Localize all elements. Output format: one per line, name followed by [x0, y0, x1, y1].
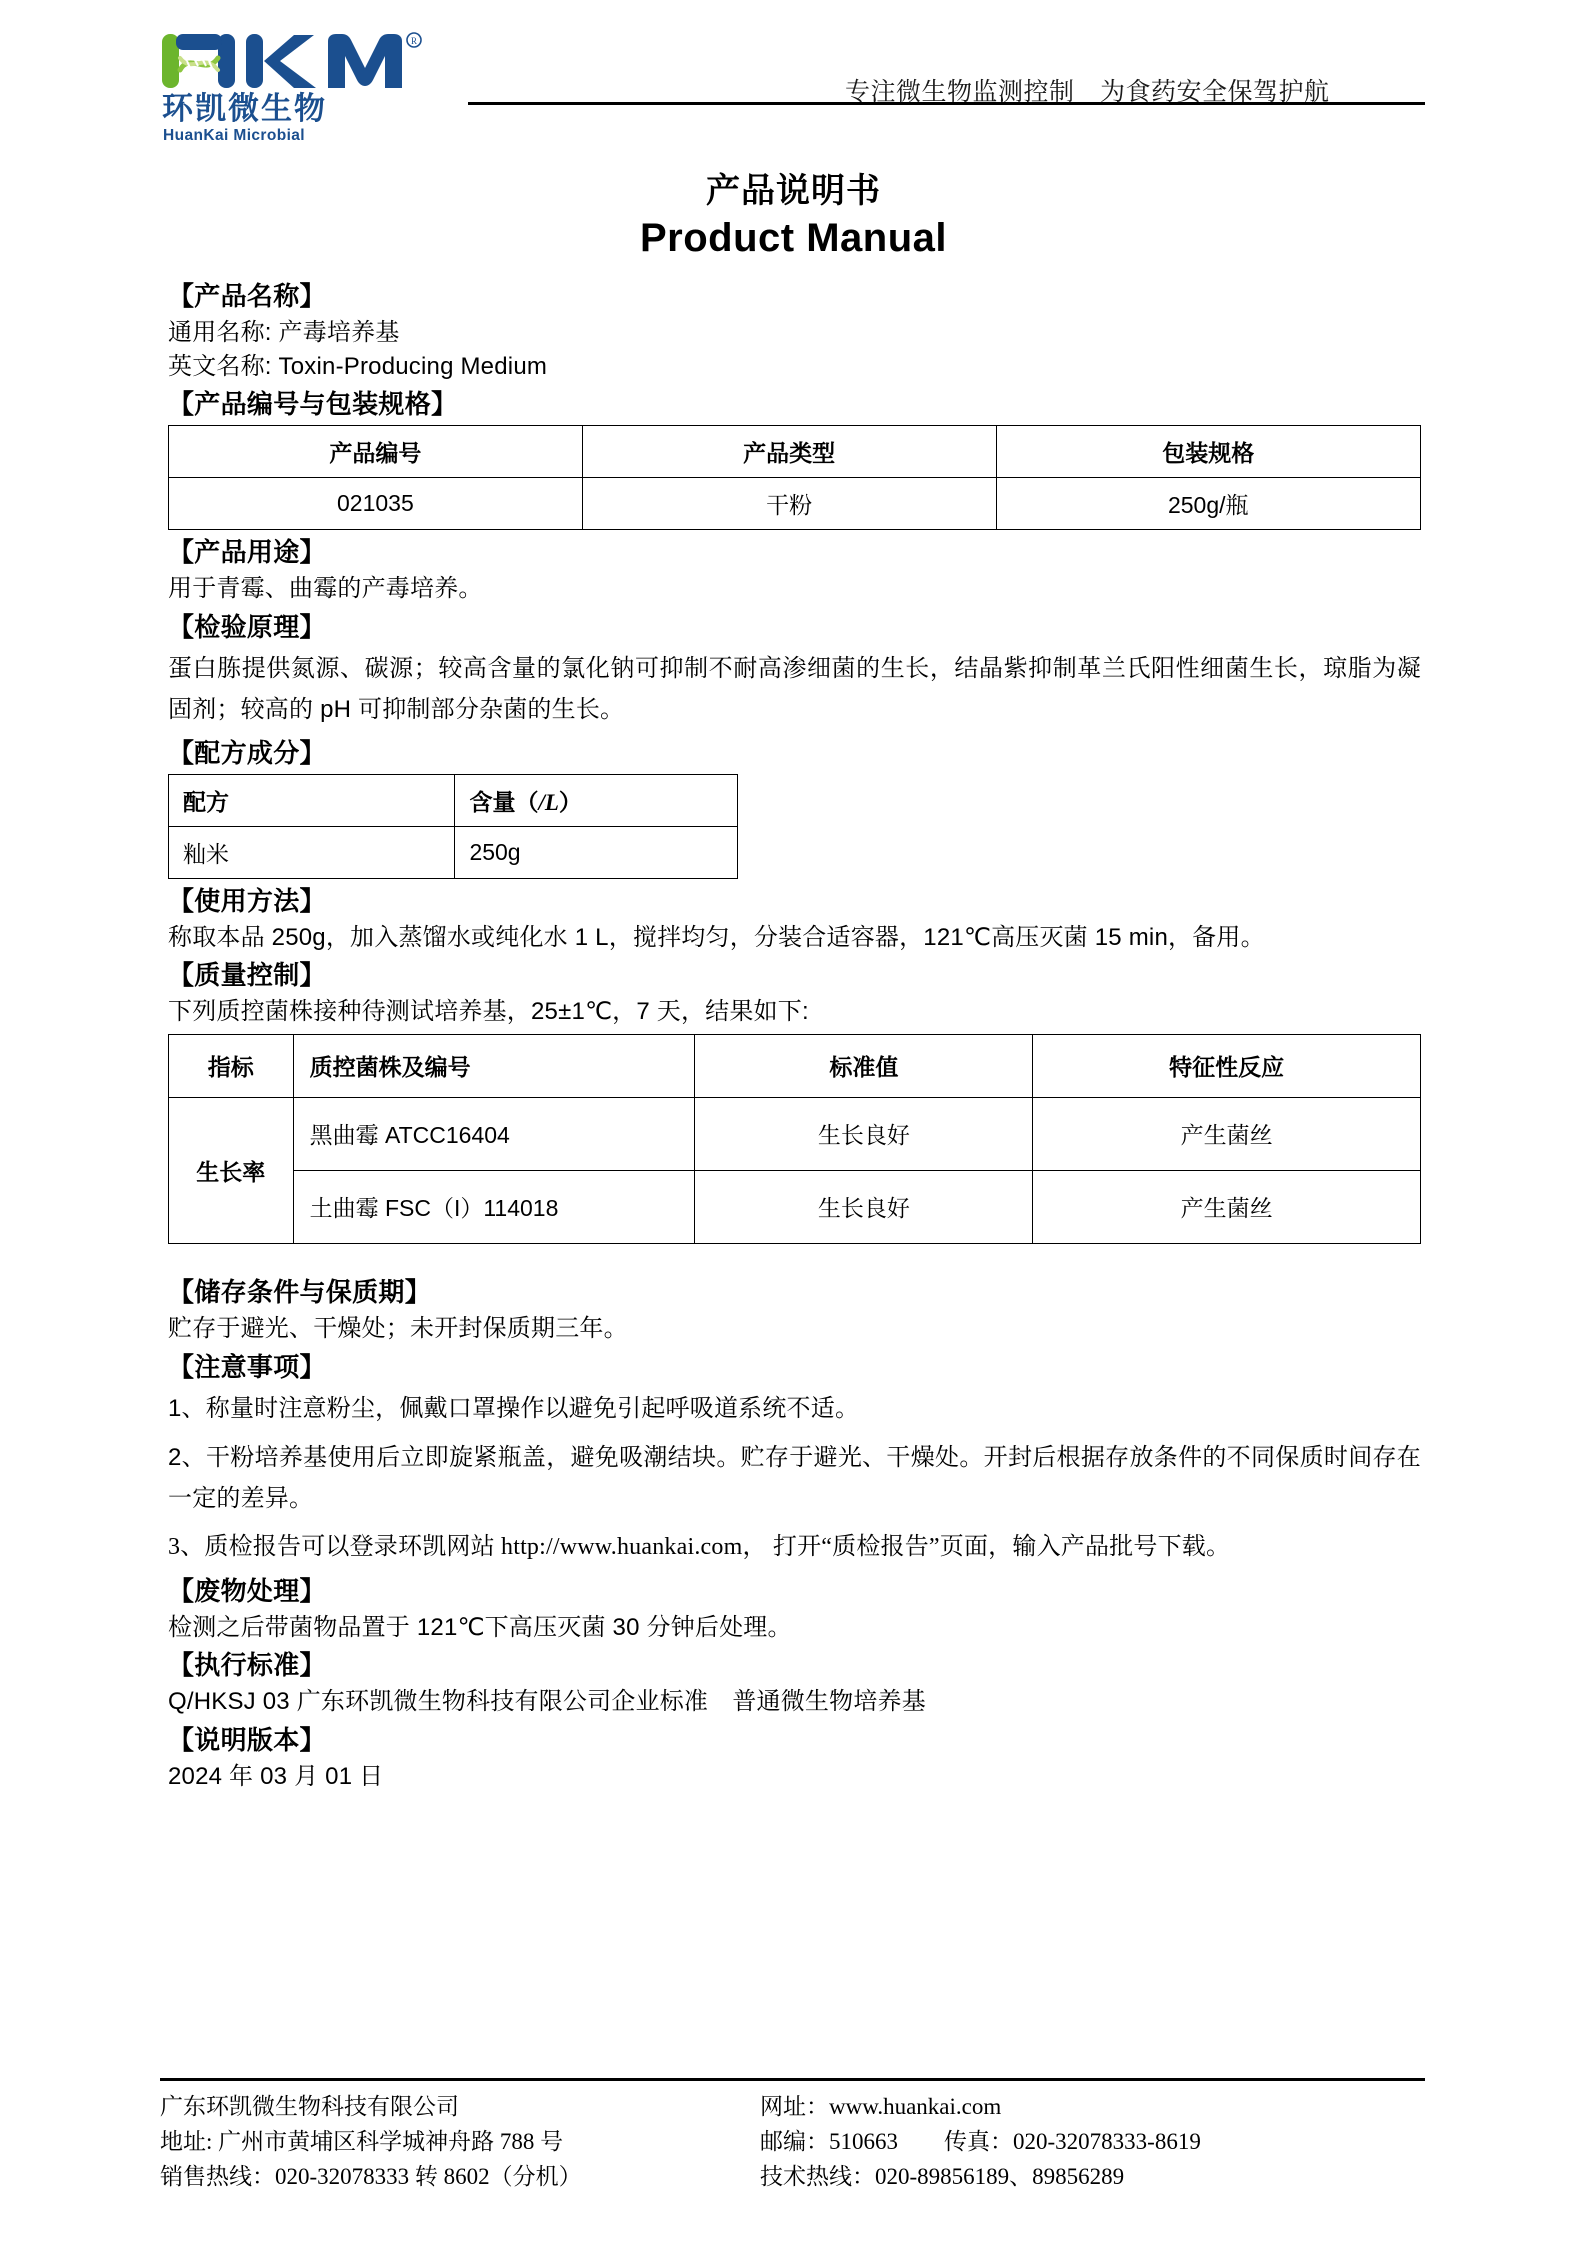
quality-control-intro: 下列质控菌株接种待测试培养基，25±1℃，7 天，结果如下: — [168, 998, 809, 1026]
hkm-logo-icon — [160, 30, 432, 92]
cell-strain: 土曲霉 FSC（I）114018 — [293, 1170, 695, 1243]
section-heading-principle: 【检验原理】 — [168, 612, 326, 643]
page-footer — [160, 2078, 1425, 2195]
amount-unit: /L — [538, 789, 559, 815]
product-codes-table — [168, 425, 1421, 530]
section-heading-method: 【使用方法】 — [168, 885, 326, 916]
table-row — [169, 826, 738, 878]
section-heading-notes: 【注意事项】 — [168, 1351, 326, 1382]
table-row — [169, 1170, 1421, 1243]
cell-product-code: 021035 — [169, 478, 583, 530]
principle-text: 蛋白胨提供氮源、碳源；较高含量的氯化钠可抑制不耐高渗细菌的生长，结晶紫抑制革兰氏阳性细菌生长，琼脂为凝固剂；较高的 pH 可抑制部分杂菌的生长。 — [168, 655, 1421, 724]
section-heading-waste: 【废物处理】 — [168, 1575, 326, 1606]
storage-text: 贮存于避光、干燥处；未开封保质期三年。 — [168, 1314, 628, 1342]
standard-text: Q/HKSJ 03 广东环凯微生物科技有限公司企业标准 普通微生物培养基 — [168, 1688, 926, 1716]
table-header-row — [169, 774, 738, 826]
section-heading-purpose: 【产品用途】 — [168, 537, 326, 568]
column-header-product-type: 产品类型 — [582, 426, 996, 478]
header-divider — [468, 102, 1425, 105]
logo-name-en: HuanKai Microbial — [163, 127, 306, 144]
footer-address: 地址: 广州市黄埔区科学城神舟路 788 号 — [160, 2128, 564, 2154]
footer-right-column — [760, 2090, 1420, 2195]
table-header-row — [169, 1034, 1421, 1097]
cell-reaction: 产生菌丝 — [1033, 1097, 1421, 1170]
cell-standard: 生长良好 — [695, 1170, 1033, 1243]
method-text: 称取本品 250g，加入蒸馏水或纯化水 1 L，搅拌均匀，分装合适容器，121℃高压灭菌 15 min，备用。 — [168, 923, 1265, 951]
logo-name-cn: 环凯微生物 — [162, 91, 327, 126]
note-item: 1、称量时注意粉尘，佩戴口罩操作以避免引起呼吸道系统不适。 — [168, 1394, 860, 1422]
column-header-standard: 标准值 — [695, 1034, 1033, 1097]
section-heading-product-name: 【产品名称】 — [168, 281, 326, 311]
quality-control-table — [168, 1034, 1421, 1244]
note-item: 3、质检报告可以登录环凯网站 http://www.huankai.com， 打开“质检报告”页面，输入产品批号下载。 — [168, 1534, 1231, 1561]
cell-package-spec: 250g/瓶 — [996, 478, 1421, 530]
document-body — [168, 283, 1421, 1799]
column-header-strain: 质控菌株及编号 — [293, 1034, 695, 1097]
cell-product-type: 干粉 — [582, 478, 996, 530]
footer-tech-hotline: 技术热线：020-89856189、89856289 — [760, 2163, 1125, 2189]
section-heading-standard: 【执行标准】 — [168, 1650, 326, 1681]
section-heading-formula: 【配方成分】 — [168, 737, 326, 768]
section-heading-storage: 【储存条件与保质期】 — [168, 1276, 432, 1307]
column-header-product-code: 产品编号 — [169, 426, 583, 478]
footer-company-name: 广东环凯微生物科技有限公司 — [160, 2094, 459, 2119]
section-heading-quality-control: 【质量控制】 — [168, 960, 326, 991]
note-item: 2、干粉培养基使用后立即旋紧瓶盖，避免吸潮结块。贮存于避光、干燥处。开封后根据存放条件的不同保质时间存在一定的差异。 — [168, 1443, 1421, 1513]
page-title-en: Product Manual — [639, 216, 948, 260]
page-header — [0, 0, 1587, 144]
column-header-formula: 配方 — [169, 774, 455, 826]
footer-sales-hotline: 销售热线：020-32078333 转 8602（分机） — [160, 2163, 582, 2189]
footer-website: 网址：www.huankai.com — [760, 2094, 1002, 2119]
footer-left-column — [160, 2090, 760, 2195]
svg-text:R: R — [410, 36, 418, 46]
product-english-name: 英文名称: Toxin-Producing Medium — [168, 352, 548, 380]
section-spacer — [168, 1248, 1421, 1270]
column-header-index: 指标 — [169, 1034, 294, 1097]
cell-reaction: 产生菌丝 — [1033, 1170, 1421, 1243]
table-row — [169, 1097, 1421, 1170]
amount-label: 含量（ — [469, 788, 539, 815]
page-title-cn: 产品说明书 — [706, 172, 881, 210]
cell-standard: 生长良好 — [695, 1097, 1033, 1170]
cell-strain: 黑曲霉 ATCC16404 — [293, 1097, 695, 1170]
product-common-name: 通用名称: 产毒培养基 — [168, 319, 400, 346]
footer-postcode-fax: 邮编：510663 传真：020-32078333-8619 — [760, 2128, 1201, 2154]
cell-ingredient: 籼米 — [169, 826, 455, 878]
table-header-row — [169, 426, 1421, 478]
footer-columns — [160, 2090, 1425, 2195]
column-header-amount — [455, 774, 738, 826]
section-heading-codes: 【产品编号与包装规格】 — [168, 389, 458, 420]
company-logo — [160, 30, 440, 144]
formula-table — [168, 774, 738, 879]
version-date: 2024 年 03 月 01 日 — [168, 1762, 384, 1790]
column-header-package-spec: 包装规格 — [996, 426, 1421, 478]
footer-divider — [160, 2078, 1425, 2081]
table-row — [169, 478, 1421, 530]
column-header-reaction: 特征性反应 — [1033, 1034, 1421, 1097]
cell-ingredient-amount: 250g — [455, 826, 738, 878]
cell-index-growth-rate: 生长率 — [169, 1097, 294, 1243]
purpose-text: 用于青霉、曲霉的产毒培养。 — [168, 575, 483, 603]
header-tagline: 专注微生物监测控制 为食药安全保驾护航 — [845, 78, 1330, 106]
section-heading-version: 【说明版本】 — [168, 1724, 326, 1755]
amount-tail: ） — [558, 788, 582, 815]
waste-text: 检测之后带菌物品置于 121℃下高压灭菌 30 分钟后处理。 — [168, 1613, 792, 1641]
